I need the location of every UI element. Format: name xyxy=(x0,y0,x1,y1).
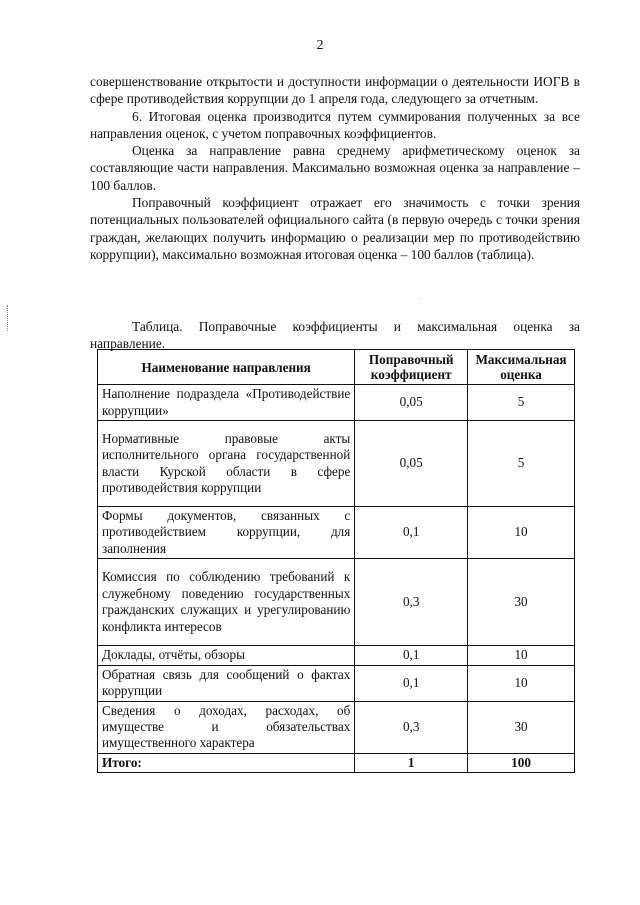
total-coefficient: 1 xyxy=(355,753,468,772)
row-coefficient: 0,1 xyxy=(355,507,468,559)
margin-mark xyxy=(7,305,8,331)
paragraph: совершенствование открытости и доступности информации о деятельности ИОГВ в сфере противодействия коррупции до 1 апреля года, следующего за отчетным. xyxy=(90,74,580,107)
row-max-score: 10 xyxy=(468,507,575,559)
coefficients-table xyxy=(97,349,575,773)
total-max-score: 100 xyxy=(468,753,575,772)
row-max-score: 10 xyxy=(468,646,575,665)
row-coefficient: 0,05 xyxy=(355,385,468,421)
row-coefficient: 0,05 xyxy=(355,421,468,507)
row-max-score: 30 xyxy=(468,559,575,646)
table-row xyxy=(98,665,575,701)
row-coefficient: 0,1 xyxy=(355,665,468,701)
row-direction: Сведения о доходах, расходах, об имуществе и обязательствах имущественного характера xyxy=(98,701,355,753)
paragraph: 6. Итоговая оценка производится путем суммирования полученных за все направления оценок, с учетом поправочных коэффициентов. xyxy=(90,108,580,141)
row-direction: Формы документов, связанных с противодействием коррупции, для заполнения xyxy=(98,507,355,559)
row-direction: Нормативные правовые акты исполнительного органа государственной власти Курской области в сфере противодействия коррупции xyxy=(98,421,355,507)
table-row xyxy=(98,385,575,421)
total-label: Итого: xyxy=(98,753,355,772)
row-max-score: 10 xyxy=(468,665,575,701)
row-coefficient: 0,1 xyxy=(355,646,468,665)
page-number: 2 xyxy=(316,38,324,53)
row-max-score: 30 xyxy=(468,701,575,753)
table-row xyxy=(98,507,575,559)
table-total-row xyxy=(98,753,575,772)
row-direction: Доклады, отчёты, обзоры xyxy=(98,646,355,665)
row-direction: Обратная связь для сообщений о фактах коррупции xyxy=(98,665,355,701)
table-row xyxy=(98,701,575,753)
table-row xyxy=(98,646,575,665)
header-coefficient: Поправочный коэффициент xyxy=(355,350,468,385)
table-row xyxy=(98,559,575,646)
scan-speck: · xyxy=(418,295,421,304)
paragraph: Оценка за направление равна среднему арифметическому оценок за составляющие части направления. Максимально возможная оценка за направление – 100 баллов. xyxy=(90,143,580,193)
paragraph: Поправочный коэффициент отражает его значимость с точки зрения потенциальных пользователей официального сайта (в первую очередь с точки зрения граждан, желающих получить информацию о реализации мер по противодействию коррупции), максимально возможная итоговая оценка – 100 баллов (таблица). xyxy=(90,195,580,262)
header-max-score: Максимальная оценка xyxy=(468,350,575,385)
table-header-row xyxy=(98,350,575,385)
row-direction: Комиссия по соблюдению требований к служебному поведению государственных гражданских служащих и урегулированию конфликта интересов xyxy=(98,559,355,646)
table-row xyxy=(98,421,575,507)
row-max-score: 5 xyxy=(468,385,575,421)
row-max-score: 5 xyxy=(468,421,575,507)
header-direction: Наименование направления xyxy=(98,350,355,385)
row-coefficient: 0,3 xyxy=(355,559,468,646)
body-text xyxy=(90,73,580,263)
table-caption: Таблица. Поправочные коэффициенты и максимальная оценка за направление. xyxy=(90,319,580,351)
row-direction: Наполнение подраздела «Противодействие коррупции» xyxy=(98,385,355,421)
row-coefficient: 0,3 xyxy=(355,701,468,753)
